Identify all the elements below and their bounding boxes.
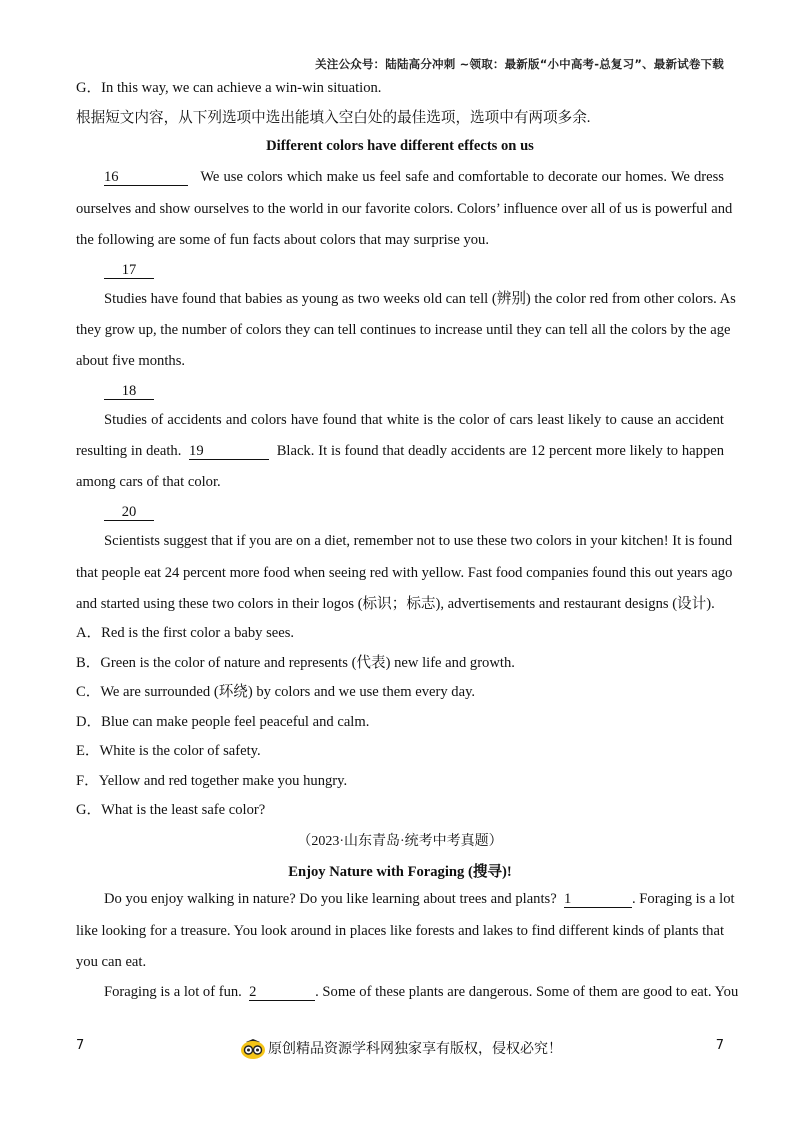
blank-20-line: [104, 502, 724, 522]
blank-19[interactable]: 19: [189, 443, 269, 460]
p6-line1: [104, 982, 739, 1002]
blank-16[interactable]: 16: [104, 169, 188, 186]
blank-20[interactable]: 20: [104, 504, 154, 521]
instruction: 根据短文内容，从下列选项中选出能填入空白处的最佳选项，选项中有两项多余.: [76, 110, 591, 126]
p1-line3: the following are some of fun facts about colors that may surprise you.: [76, 232, 489, 248]
option-a: A．Red is the first color a baby sees.: [76, 625, 295, 641]
option-c: C．We are surrounded (环绕) by colors and we use them every day.: [76, 684, 476, 700]
p3-line2b: Black. It is found that deadly accidents are 12 percent more likely to happen: [276, 443, 725, 459]
p1-line1: [104, 167, 724, 187]
p2-line1: Studies have found that babies as young as two weeks old can tell (辨别) the color red from other colors. As: [104, 291, 736, 307]
page-number-left: 7: [76, 1038, 85, 1053]
p1-line2: ourselves and show ourselves to the world in our favorite colors. Colors’ influence over all of us is powerful and: [76, 201, 733, 217]
p3-line2a: resulting in death.: [76, 443, 182, 459]
option-e: E．White is the color of safety.: [76, 743, 261, 759]
passage2-title: Enjoy Nature with Foraging (搜寻)!: [288, 864, 512, 880]
option-f: F．Yellow and red together make you hungry.: [76, 773, 348, 789]
p3-line3: among cars of that color.: [76, 474, 221, 490]
p5-line1b: . Foraging is a lot: [632, 891, 735, 907]
p4-line1: Scientists suggest that if you are on a diet, remember not to use these two colors in your kitchen! It is found: [104, 533, 733, 549]
option-g-prev: G．In this way, we can achieve a win-win situation.: [76, 80, 382, 96]
p6-line1a: Foraging is a lot of fun.: [104, 984, 242, 1000]
copyright-text: 原创精品资源学科网独家享有版权，侵权必究！: [268, 1041, 562, 1057]
p6-line1b: . Some of these plants are dangerous. Some of them are good to eat. You: [315, 984, 739, 1000]
p5-line2: like looking for a treasure. You look around in places like forests and lakes to find different kinds of plants that: [76, 923, 724, 939]
p4-line2: that people eat 24 percent more food when seeing red with yellow. Fast food companies found this out years ago: [76, 565, 733, 581]
blank-18[interactable]: 18: [104, 383, 154, 400]
page-header: 关注公众号：陆陆高分冲刺 ~领取：最新版“小中高考-总复习”、最新试卷下载: [315, 57, 724, 71]
option-g: G．What is the least safe color?: [76, 802, 266, 818]
p4-line3: and started using these two colors in their logos (标识；标志), advertisements and restaurant designs (设计).: [76, 596, 715, 612]
blank-18-line: [104, 381, 724, 401]
p5-line1a: Do you enjoy walking in nature? Do you like learning about trees and plants?: [104, 891, 557, 907]
page-number-right: 7: [715, 1038, 724, 1053]
p5-line1: [104, 889, 735, 909]
p1-line1-text: We use colors which make us feel safe and comfortable to decorate our homes. We dress: [200, 169, 724, 185]
passage2-source: （2023·山东青岛·统考中考真题）: [297, 834, 503, 849]
owl-logo-icon: [240, 1036, 266, 1060]
p2-line3: about five months.: [76, 353, 186, 369]
option-d: D．Blue can make people feel peaceful and calm.: [76, 714, 370, 730]
passage1-title: Different colors have different effects on us: [266, 138, 534, 154]
footer-copyright: [240, 1036, 562, 1060]
option-b: B．Green is the color of nature and represents (代表) new life and growth.: [76, 655, 515, 671]
blank-17-line: [104, 260, 724, 280]
p3-line2: [76, 441, 724, 461]
p5-line3: you can eat.: [76, 954, 147, 970]
blank-17[interactable]: 17: [104, 262, 154, 279]
blank-2[interactable]: 2: [249, 984, 315, 1001]
p3-line1: Studies of accidents and colors have found that white is the color of cars least likely to cause an accident: [104, 412, 724, 428]
p2-line2: they grow up, the number of colors they can tell continues to increase until they can tell all the colors by the age: [76, 322, 731, 338]
blank-1[interactable]: 1: [564, 891, 632, 908]
